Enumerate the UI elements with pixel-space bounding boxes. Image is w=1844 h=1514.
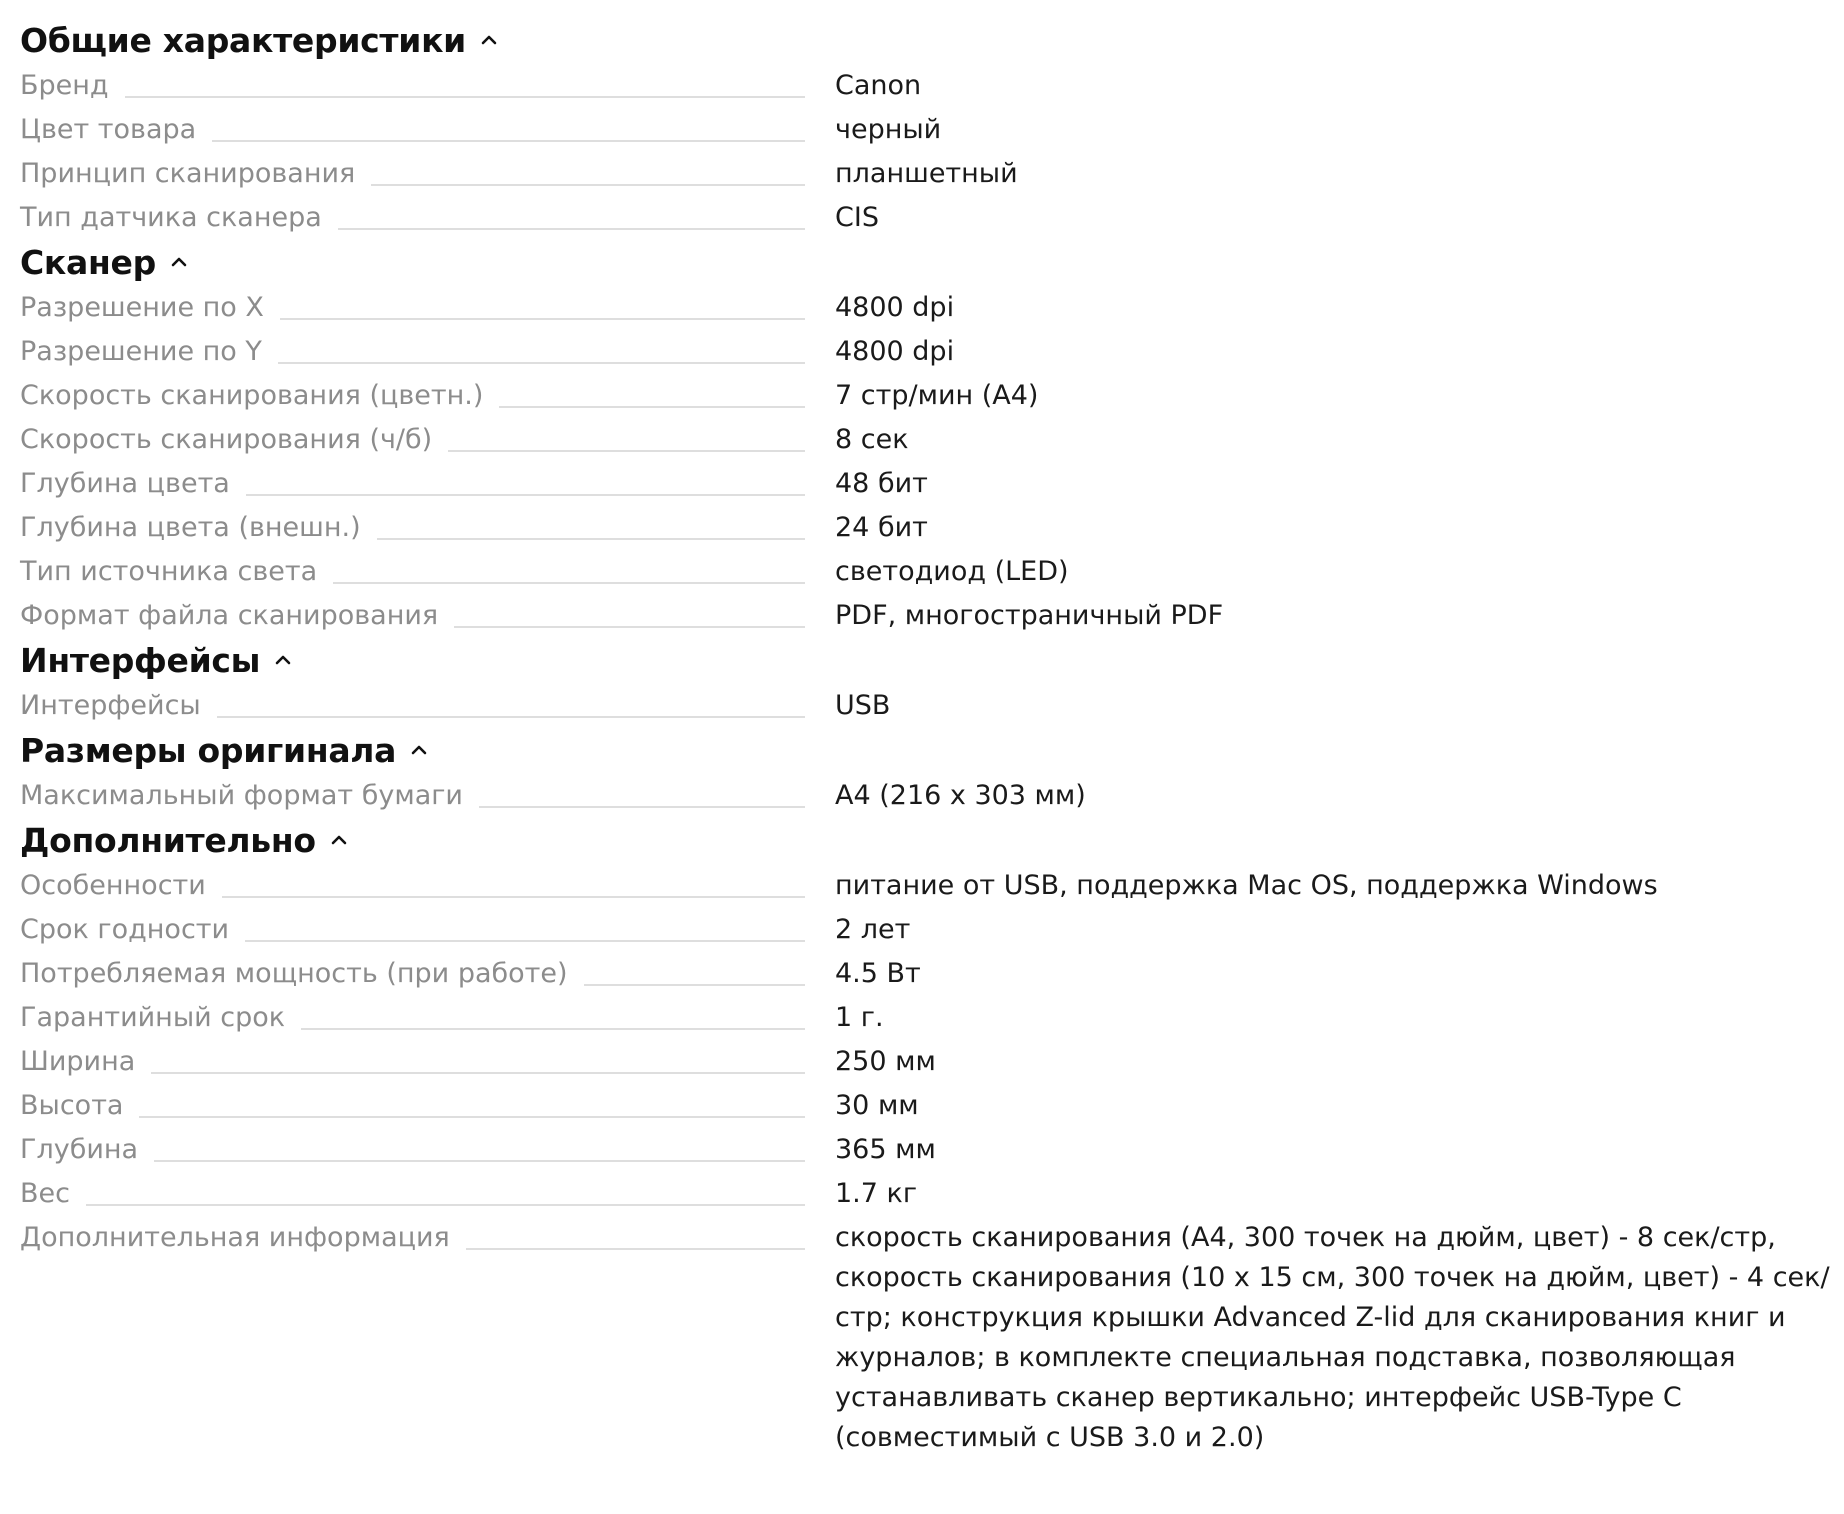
- spec-section: [20, 730, 1834, 820]
- spec-value: 4800 dpi: [835, 292, 955, 323]
- spec-label-cell: [20, 420, 819, 460]
- dotted-leader: [125, 96, 805, 98]
- dotted-leader: [280, 318, 805, 320]
- spec-label: Вес: [20, 1178, 70, 1209]
- spec-row: [20, 66, 1834, 110]
- spec-label-cell: [20, 198, 819, 238]
- spec-row: [20, 288, 1834, 332]
- section-title: Сканер: [20, 242, 156, 282]
- section-toggle-header[interactable]: [20, 640, 1834, 680]
- spec-label: Срок годности: [20, 914, 230, 945]
- spec-label: Тип источника света: [20, 556, 318, 587]
- specifications-list: [20, 20, 1834, 1458]
- spec-value: 8 сек: [835, 424, 909, 455]
- dotted-leader: [151, 1072, 805, 1074]
- spec-label: Интерфейсы: [20, 690, 201, 721]
- spec-label-cell: [20, 910, 819, 950]
- spec-row: [20, 110, 1834, 154]
- spec-row: [20, 866, 1834, 910]
- spec-section: [20, 640, 1834, 730]
- spec-label-cell: [20, 1174, 819, 1214]
- spec-label: Глубина цвета (внешн.): [20, 512, 361, 543]
- spec-section: [20, 242, 1834, 640]
- dotted-leader: [245, 940, 805, 942]
- spec-label-cell: [20, 1218, 819, 1258]
- dotted-leader: [139, 1116, 805, 1118]
- spec-label: Дополнительная информация: [20, 1222, 450, 1253]
- dotted-leader: [222, 896, 805, 898]
- spec-label-cell: [20, 1130, 819, 1170]
- spec-section: [20, 820, 1834, 1458]
- spec-section: [20, 20, 1834, 242]
- spec-value: светодиод (LED): [835, 556, 1069, 587]
- spec-value: 4800 dpi: [835, 336, 955, 367]
- spec-label-cell: [20, 866, 819, 906]
- section-title: Общие характеристики: [20, 20, 466, 60]
- spec-row: [20, 1130, 1834, 1174]
- dotted-leader: [371, 184, 805, 186]
- section-toggle-header[interactable]: [20, 820, 1834, 860]
- spec-value: питание от USB, поддержка Mac OS, поддержка Windows: [835, 870, 1658, 901]
- spec-value: 1 г.: [835, 1002, 884, 1033]
- spec-label: Гарантийный срок: [20, 1002, 286, 1033]
- spec-value: Canon: [835, 70, 922, 101]
- dotted-leader: [448, 450, 805, 452]
- spec-label-cell: [20, 288, 819, 328]
- spec-label: Тип датчика сканера: [20, 202, 322, 233]
- spec-label: Высота: [20, 1090, 124, 1121]
- spec-row: [20, 376, 1834, 420]
- spec-label-cell: [20, 776, 819, 816]
- spec-label-cell: [20, 508, 819, 548]
- spec-row: [20, 154, 1834, 198]
- dotted-leader: [333, 582, 805, 584]
- section-title: Интерфейсы: [20, 640, 261, 680]
- spec-label: Глубина: [20, 1134, 139, 1165]
- spec-row: [20, 332, 1834, 376]
- spec-value: 30 мм: [835, 1090, 919, 1121]
- section-toggle-header[interactable]: [20, 20, 1834, 60]
- chevron-up-icon: [272, 649, 294, 671]
- spec-label-cell: [20, 66, 819, 106]
- spec-value: CIS: [835, 202, 879, 233]
- section-title: Дополнительно: [20, 820, 316, 860]
- spec-label: Максимальный формат бумаги: [20, 780, 463, 811]
- dotted-leader: [212, 140, 805, 142]
- spec-row: [20, 420, 1834, 464]
- spec-value: скорость сканирования (A4, 300 точек на дюйм, цвет) - 8 сек/стр, скорость сканирования (10 x 15 см, 300 точек на дюйм, цвет) - 4 сек/стр; конструкция крышки Advanced Z-lid для сканирования книг и журналов; в комплекте специальная подставка, позволяющая устанавливать сканер вертикально; интерфейс USB-Type C (совместимый с USB 3.0 и 2.0): [835, 1222, 1830, 1453]
- spec-label-cell: [20, 1042, 819, 1082]
- spec-label: Разрешение по X: [20, 292, 264, 323]
- spec-row: [20, 552, 1834, 596]
- spec-label-cell: [20, 1086, 819, 1126]
- dotted-leader: [246, 494, 805, 496]
- spec-row: [20, 596, 1834, 640]
- spec-label: Особенности: [20, 870, 206, 901]
- spec-label-cell: [20, 376, 819, 416]
- spec-value: USB: [835, 690, 891, 721]
- dotted-leader: [217, 716, 805, 718]
- spec-row: [20, 998, 1834, 1042]
- spec-label-cell: [20, 954, 819, 994]
- spec-label-cell: [20, 998, 819, 1038]
- spec-row: [20, 910, 1834, 954]
- spec-value: A4 (216 x 303 мм): [835, 780, 1086, 811]
- spec-label: Принцип сканирования: [20, 158, 356, 189]
- spec-row: [20, 1218, 1834, 1458]
- spec-label: Скорость сканирования (цветн.): [20, 380, 484, 411]
- spec-label-cell: [20, 464, 819, 504]
- spec-label-cell: [20, 552, 819, 592]
- spec-row: [20, 1174, 1834, 1218]
- spec-row: [20, 686, 1834, 730]
- chevron-up-icon: [328, 829, 350, 851]
- spec-row: [20, 954, 1834, 998]
- section-toggle-header[interactable]: [20, 730, 1834, 770]
- spec-row: [20, 776, 1834, 820]
- dotted-leader: [466, 1248, 805, 1250]
- dotted-leader: [154, 1160, 805, 1162]
- section-toggle-header[interactable]: [20, 242, 1834, 282]
- spec-row: [20, 198, 1834, 242]
- spec-row: [20, 1086, 1834, 1130]
- spec-value: 4.5 Вт: [835, 958, 921, 989]
- spec-label-cell: [20, 686, 819, 726]
- spec-label-cell: [20, 596, 819, 636]
- spec-value: 250 мм: [835, 1046, 936, 1077]
- spec-label-cell: [20, 110, 819, 150]
- spec-row: [20, 464, 1834, 508]
- dotted-leader: [499, 406, 805, 408]
- spec-row: [20, 1042, 1834, 1086]
- spec-row: [20, 508, 1834, 552]
- chevron-up-icon: [478, 29, 500, 51]
- spec-label-cell: [20, 332, 819, 372]
- spec-value: 24 бит: [835, 512, 928, 543]
- spec-value: черный: [835, 114, 942, 145]
- section-title: Размеры оригинала: [20, 730, 397, 770]
- dotted-leader: [278, 362, 805, 364]
- spec-label: Глубина цвета: [20, 468, 230, 499]
- spec-label: Формат файла сканирования: [20, 600, 439, 631]
- spec-label: Цвет товара: [20, 114, 197, 145]
- spec-value: 7 стр/мин (А4): [835, 380, 1039, 411]
- dotted-leader: [454, 626, 805, 628]
- spec-label-cell: [20, 154, 819, 194]
- spec-value: 48 бит: [835, 468, 928, 499]
- spec-label: Скорость сканирования (ч/б): [20, 424, 433, 455]
- dotted-leader: [338, 228, 805, 230]
- spec-value: 2 лет: [835, 914, 911, 945]
- spec-value: 365 мм: [835, 1134, 936, 1165]
- dotted-leader: [479, 806, 805, 808]
- spec-value: PDF, многостраничный PDF: [835, 600, 1224, 631]
- spec-label: Разрешение по Y: [20, 336, 262, 367]
- dotted-leader: [301, 1028, 805, 1030]
- spec-label: Потребляемая мощность (при работе): [20, 958, 568, 989]
- chevron-up-icon: [168, 251, 190, 273]
- spec-value: планшетный: [835, 158, 1018, 189]
- spec-value: 1.7 кг: [835, 1178, 918, 1209]
- spec-label: Бренд: [20, 70, 109, 101]
- dotted-leader: [584, 984, 805, 986]
- chevron-up-icon: [408, 739, 430, 761]
- dotted-leader: [86, 1204, 805, 1206]
- dotted-leader: [377, 538, 805, 540]
- spec-label: Ширина: [20, 1046, 136, 1077]
